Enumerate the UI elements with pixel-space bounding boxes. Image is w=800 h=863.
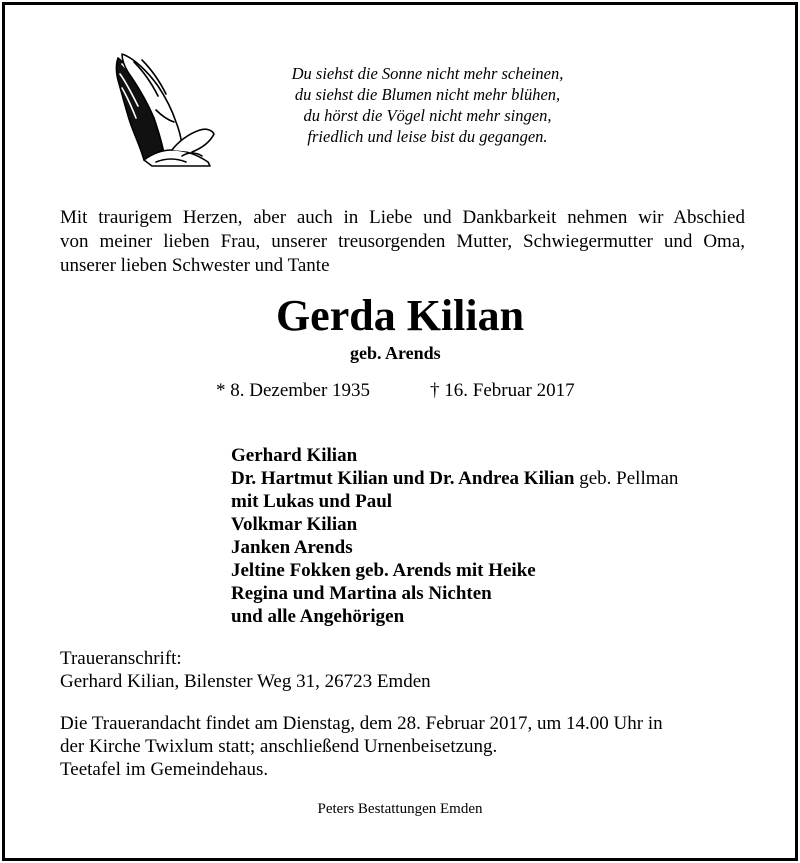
address-label: Traueranschrift: [60,648,182,669]
mourner-line: und alle Angehörigen [231,606,405,627]
death-date: † 16. Februar 2017 [430,380,575,401]
service-info [60,712,663,781]
mourners-list [231,444,678,628]
poem-line: du hörst die Vögel nicht mehr singen, [303,106,552,125]
service-line: Die Trauerandacht findet am Dienstag, dem 28. Februar 2017, um 14.00 Uhr in [60,713,663,734]
poem-line: friedlich und leise bist du gegangen. [307,127,548,146]
mourner-line: Regina und Martina als Nichten [231,583,492,604]
mourner-line: Volkmar Kilian [231,514,358,535]
mourning-address [60,647,431,693]
poem-line: du siehst die Blumen nicht mehr blühen, [294,85,561,104]
poem-line: Du siehst die Sonne nicht mehr scheinen, [291,64,564,83]
undertaker: Peters Bestattungen Emden [317,801,483,817]
intro-line: unserer lieben Schwester und Tante [60,255,330,276]
service-line: Teetafel im Gemeindehaus. [60,759,269,780]
address-value: Gerhard Kilian, Bilenster Weg 31, 26723 Emden [60,671,431,692]
maiden-name: geb. Arends [350,343,441,363]
mourner-line: Dr. Hartmut Kilian und Dr. Andrea Kilian geb. Pellman [231,468,679,489]
intro-line: Mit traurigem Herzen, aber auch in Liebe und Dankbarkeit nehmen wir Abschied [60,207,745,228]
mourner-line: Jeltine Fokken geb. Arends mit Heike [231,560,536,581]
intro-line: von meiner lieben Frau, unserer treusorgenden Mutter, Schwiegermutter und Oma, [60,231,745,252]
mourner-line: Gerhard Kilian [231,445,358,466]
intro-text [60,206,745,278]
deceased-name: Gerda Kilian [275,291,525,340]
mourner-line: Janken Arends [231,537,353,558]
service-line: der Kirche Twixlum statt; anschließend Urnenbeisetzung. [60,736,498,757]
birth-date: * 8. Dezember 1935 [216,380,371,401]
mourner-line: mit Lukas und Paul [231,491,393,512]
poem [255,63,600,147]
praying-hands-icon [112,50,217,168]
